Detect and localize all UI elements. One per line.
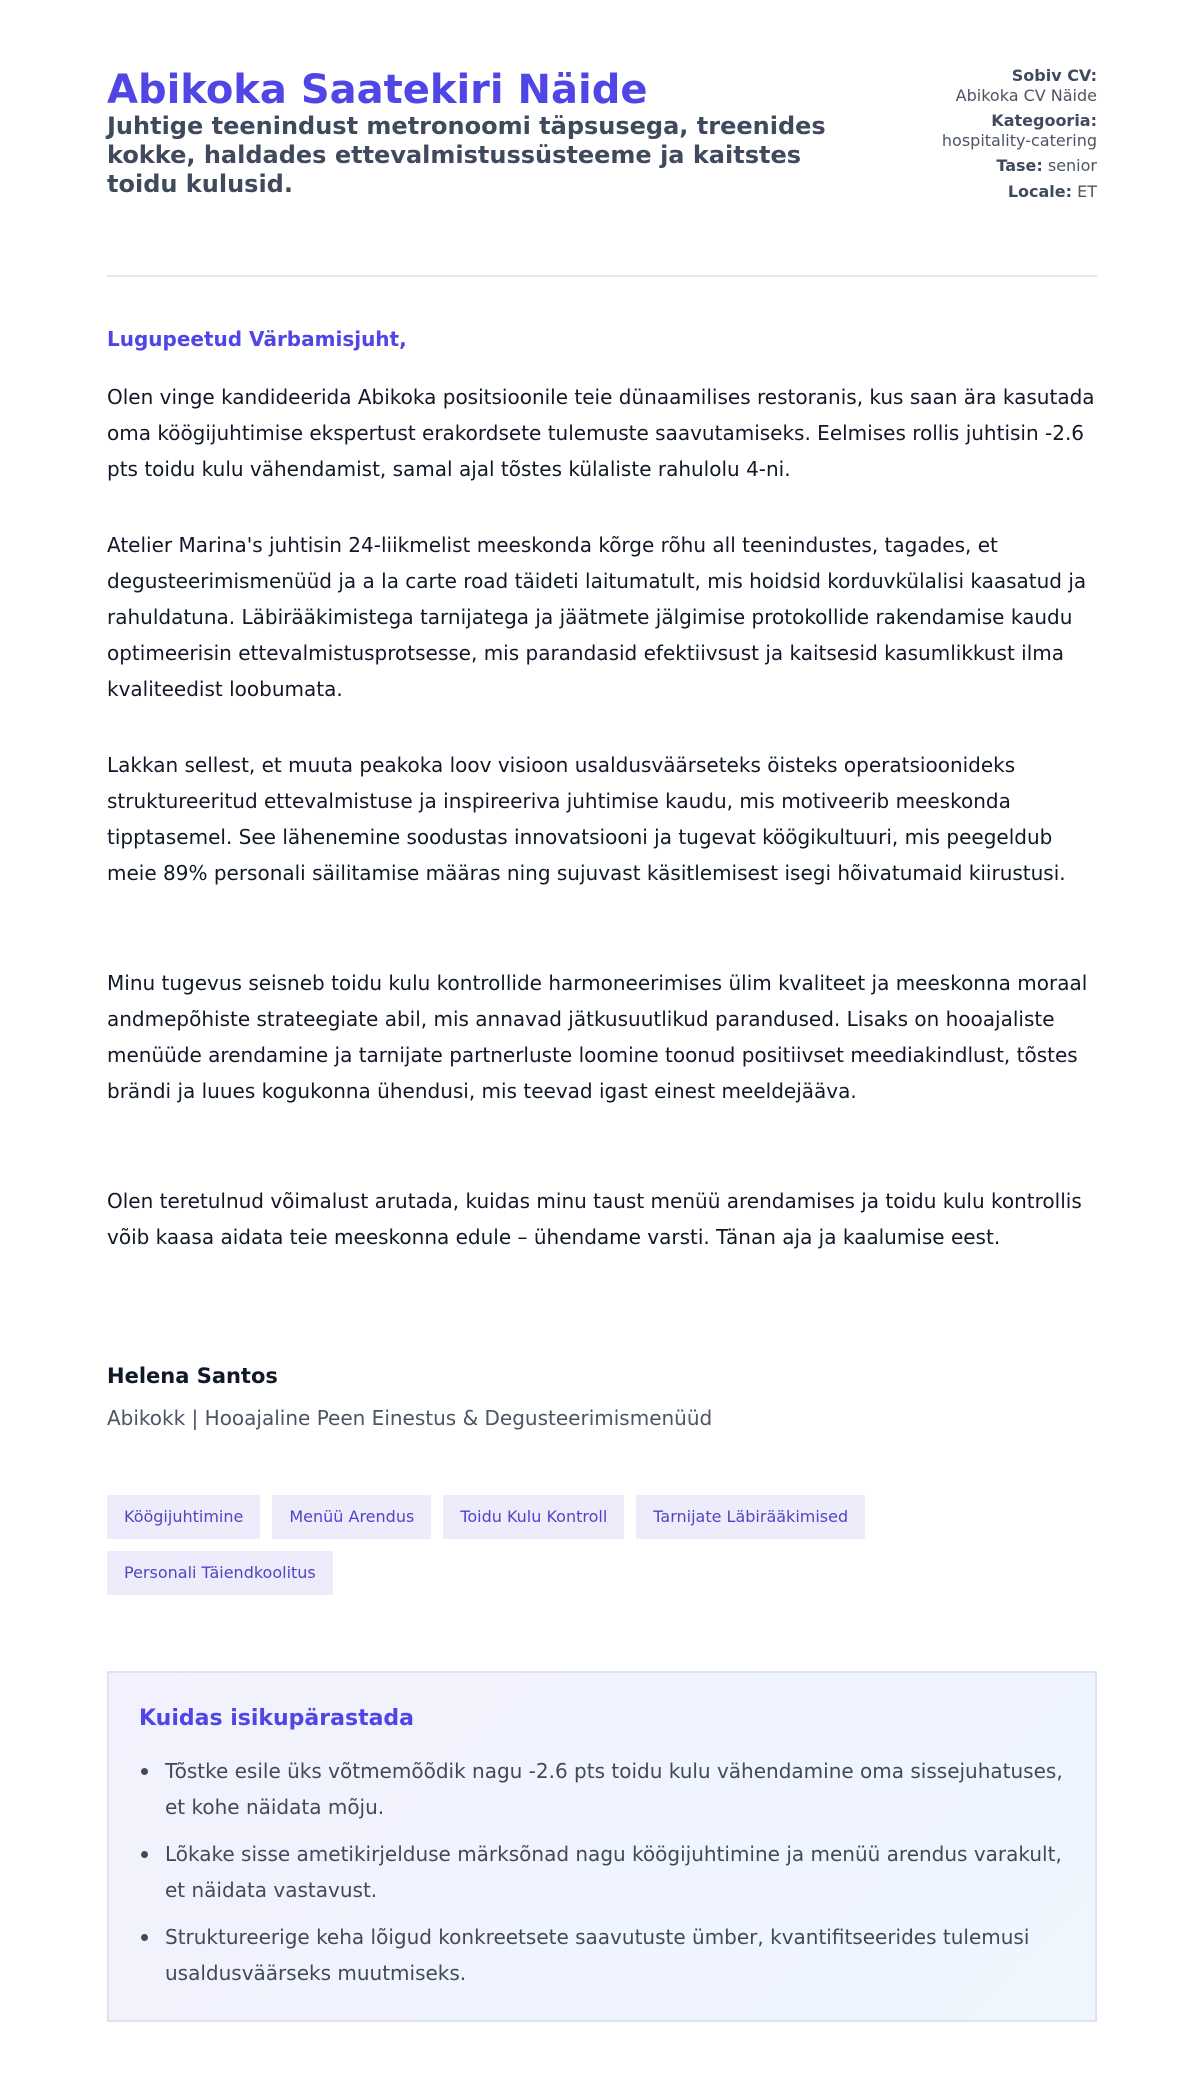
meta-cv-value[interactable]: Abikoka CV Näide [955,85,1097,105]
skill-tag: Menüü Arendus [272,1495,431,1539]
bullet-icon [141,1851,148,1858]
meta-cv-label: Sobiv CV: [1011,66,1097,85]
paragraph-4: Minu tugevus seisneb toidu kulu kontrollide harmoneerimises ülim kvaliteet ja meeskonna moraal andmepõhiste strateegiate abil, mis annavad jätkusuutlikud parandused. Lisaks on hooajaliste menüüde arendamine ja tarnijate partnerluste loomine toonud positiivset meediakindlust, tõstes brändi ja luues kogukonna ühendusi, mis teevad igast einest meeldejääva. [107,971,1088,1103]
bullet-icon [141,1934,148,1941]
tip-item [139,1919,1065,1991]
meta-info [927,66,1097,207]
paragraph-1: Olen vinge kandideerida Abikoka positsioonile teie dünaamilises restoranis, kus saan ära kasutada oma köögijuhtimise ekspertust erakordsete tulemuste saavutamiseks. Eelmises rollis juhtisin -2.6 pts toidu kulu vähendamist, samal ajal tõstes külaliste rahulolu 4-ni. [107,385,1095,481]
page-subtitle: Juhtige teenindust metronoomi täpsusega, treenides kokke, haldades ettevalmistussüsteeme ja kaitstes toidu kulusid. [107,112,826,198]
tip-item [139,1753,1065,1825]
header [107,66,1097,256]
page-title: Abikoka Saatekiri Näide [107,67,648,113]
tips-list [139,1753,1065,1991]
meta-locale-value: ET [1077,181,1097,201]
meta-cv [927,66,1097,105]
skill-tags [107,1495,1097,1595]
skill-tag: Köögijuhtimine [107,1495,260,1539]
tip-text: Struktureerige keha lõigud konkreetsete saavutuste ümber, kvantifitseerides tulemusi usaldusväärseks muutmiseks. [165,1925,1030,1985]
skill-tag: Personali Täiendkoolitus [107,1551,333,1595]
tip-item [139,1836,1065,1908]
meta-category-label: Kategooria: [991,111,1097,130]
paragraph-2: Atelier Marina's juhtisin 24-liikmelist meeskonda kõrge rõhu all teenindustes, tagades, et degusteerimismenüüd ja a la carte road täideti laitumatult, mis hoidsid korduvkülalisi kaasatud ja rahuldatuna. Läbirääkimistega tarnijatega ja jäätmete jälgimise protokollide rakendamise kaudu optimeerisin ettevalmistusprotsesse, mis parandasid efektiivsust ja kaitsesid kasumlikkust ilma kvaliteedist loobumata. [107,533,1087,701]
meta-level-value: senior [1047,156,1097,175]
greeting: Lugupeetud Värbamisjuht, [107,327,407,351]
meta-category [927,111,1097,150]
signature-title: Abikokk | Hooajaline Peen Einestus & Degusteerimismenüüd [107,1406,713,1430]
meta-category-value: hospitality-catering [941,130,1097,150]
meta-level [927,156,1097,176]
meta-locale-label: Locale: [1007,181,1073,201]
personalization-tips [107,1671,1097,2022]
paragraph-3: Lakkan sellest, et muuta peakoka loov visioon usaldusväärseteks öisteks operatsioonideks struktureeritud ettevalmistuse ja inspireeriva juhtimise kaudu, mis motiveerib meeskonda tipptasemel. See lähenemine soodustas innovatsiooni ja tugevat köögikultuuri, mis peegeldub meie 89% personali säilitamise määras ning sujuvast käsitlemisest isegi hõivatumaid kiirustusi. [107,753,1066,885]
paragraph-5: Olen teretulnud võimalust arutada, kuidas minu taust menüü arendamises ja toidu kulu kontrollis võib kaasa aidata teie meeskonna edule – ühendame varsti. Tänan aja ja kaalumise eest. [107,1189,1082,1249]
skill-tag: Toidu Kulu Kontroll [443,1495,624,1539]
tips-title: Kuidas isikupärastada [139,1706,415,1731]
meta-level-label: Tase: [996,156,1043,175]
divider [107,275,1097,277]
bullet-icon [141,1768,148,1775]
skill-tag: Tarnijate Läbirääkimised [636,1495,865,1539]
meta-locale [927,182,1097,202]
tip-text: Tõstke esile üks võtmemõõdik nagu -2.6 pts toidu kulu vähendamine oma sissejuhatuses, et kohe näidata mõju. [165,1759,1063,1819]
tip-text: Lõkake sisse ametikirjelduse märksõnad nagu köögijuhtimine ja menüü arendus varakult, et näidata vastavust. [165,1842,1062,1902]
signature-name: Helena Santos [107,1364,278,1388]
